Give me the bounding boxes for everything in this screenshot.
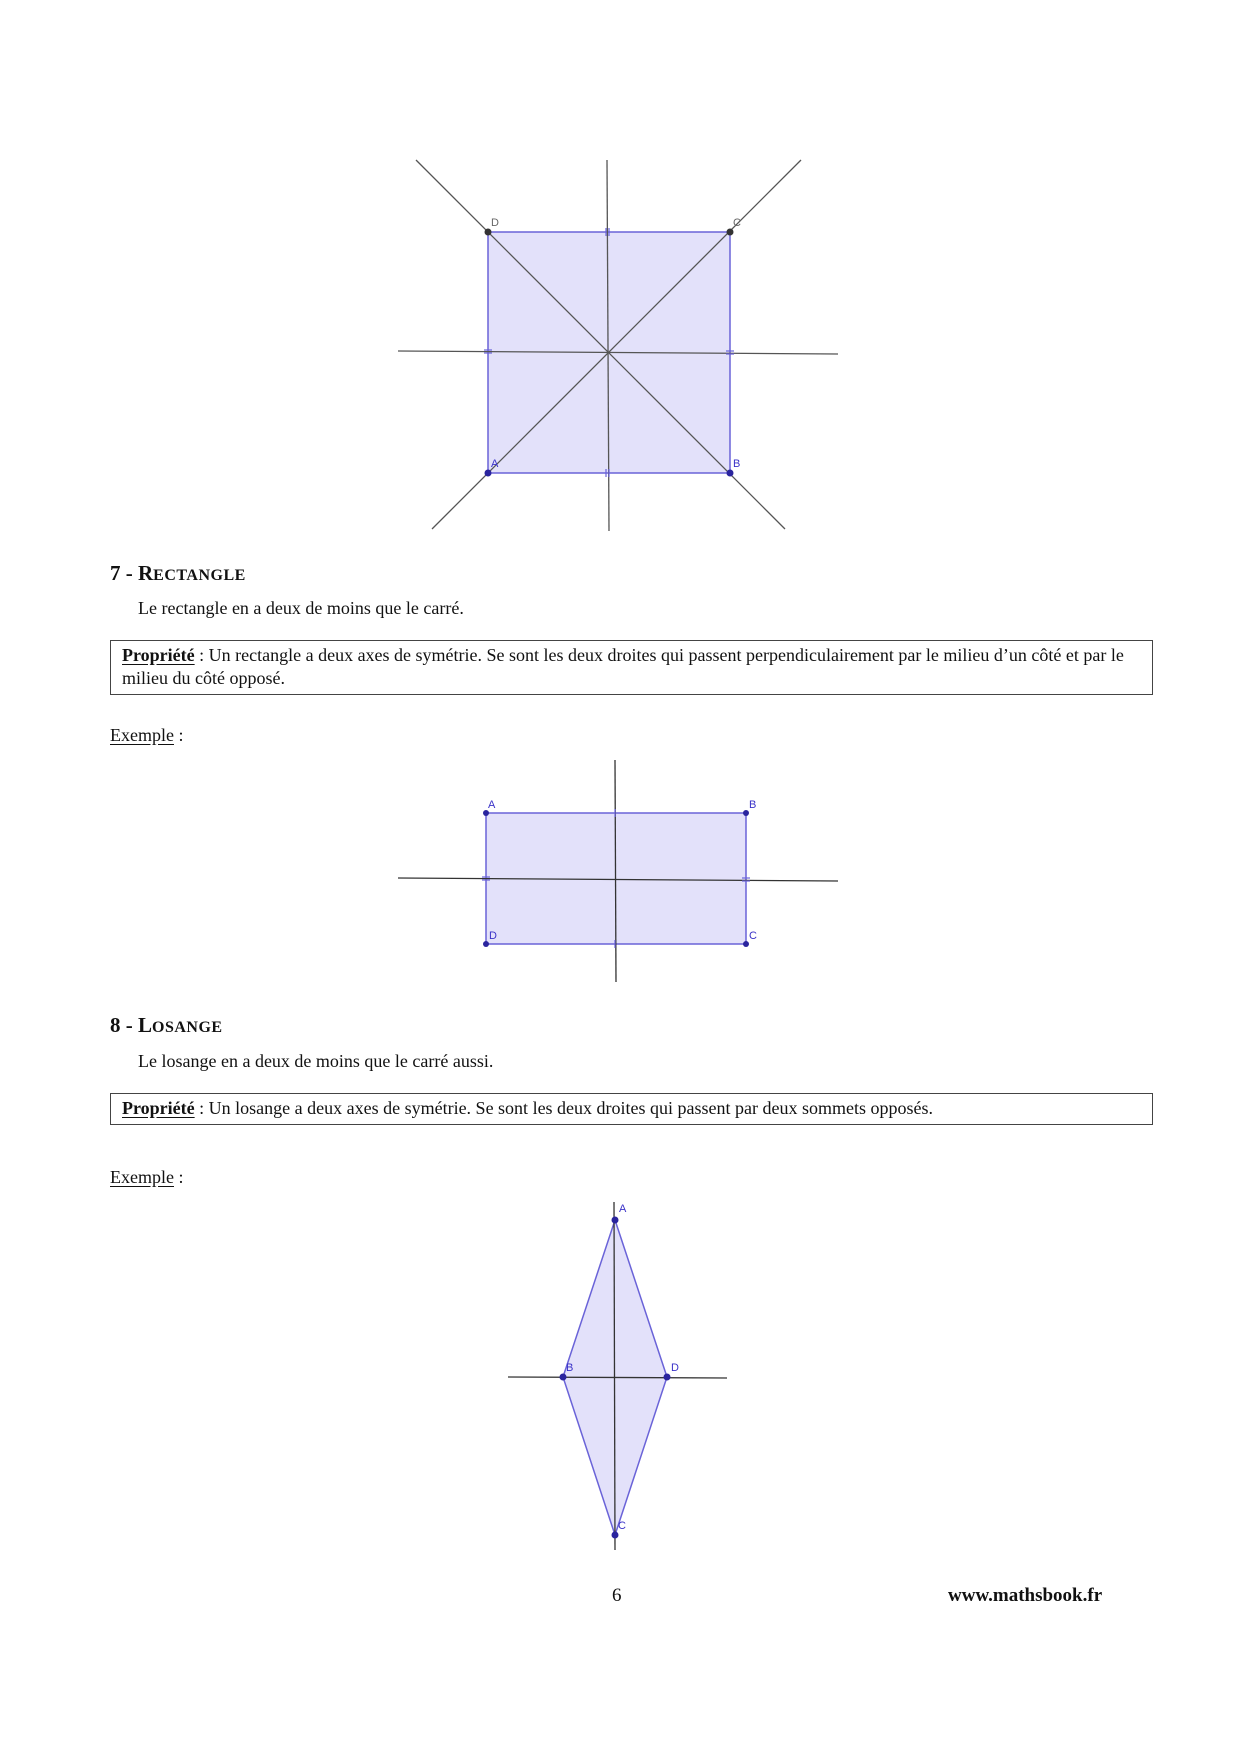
losange-label-c: C: [618, 1520, 626, 1532]
section-7-intro: Le rectangle en a deux de moins que le carré.: [138, 598, 464, 618]
losange-point-a: [612, 1217, 619, 1224]
section-8-intro: Le losange en a deux de moins que le carré aussi.: [138, 1051, 494, 1071]
section-8-example-suffix: :: [173, 1167, 184, 1187]
section-7-property-text: : Un rectangle a deux axes de symétrie. Se sont les deux droites qui passent perpendiculairement par le milieu d’un côté et par le milieu du côté opposé.: [122, 645, 1124, 688]
section-7-title-cap: R: [138, 561, 154, 585]
section-8-property-keyword: Propriété: [122, 1098, 195, 1118]
site-url: www.mathsbook.fr: [948, 1585, 1103, 1606]
losange-label-a: A: [619, 1203, 627, 1215]
rectangle-label-a: A: [488, 799, 496, 811]
section-8-title-cap: L: [138, 1013, 153, 1037]
section-8-title-rest: OSANGE: [152, 1019, 223, 1036]
square-label-c: C: [733, 217, 741, 229]
section-7-example-suffix: :: [173, 725, 184, 745]
section-8-number: 8 -: [110, 1013, 133, 1037]
section-7-property-keyword: Propriété: [122, 645, 195, 665]
rectangle-label-d: D: [489, 930, 497, 942]
losange-horizontal-axis: [508, 1377, 727, 1378]
section-8-example-word: Exemple: [110, 1167, 174, 1187]
losange-point-c: [612, 1532, 619, 1539]
section-7-example-word: Exemple: [110, 725, 174, 745]
losange-label-b: B: [566, 1362, 574, 1374]
section-7-title-rest: ECTANGLE: [153, 567, 246, 584]
square-label-d: D: [491, 217, 499, 229]
square-label-b: B: [733, 458, 741, 470]
losange-label-d: D: [671, 1362, 679, 1374]
section-8-property-text: : Un losange a deux axes de symétrie. Se sont les deux droites qui passent par deux sommets opposés.: [194, 1098, 934, 1118]
losange-point-d: [664, 1374, 671, 1381]
page-number: 6: [612, 1585, 622, 1606]
rectangle-label-c: C: [749, 930, 757, 942]
square-label-a: A: [491, 458, 499, 470]
losange-point-b: [560, 1374, 567, 1381]
rectangle-label-b: B: [749, 799, 757, 811]
section-7-number: 7 -: [110, 561, 133, 585]
